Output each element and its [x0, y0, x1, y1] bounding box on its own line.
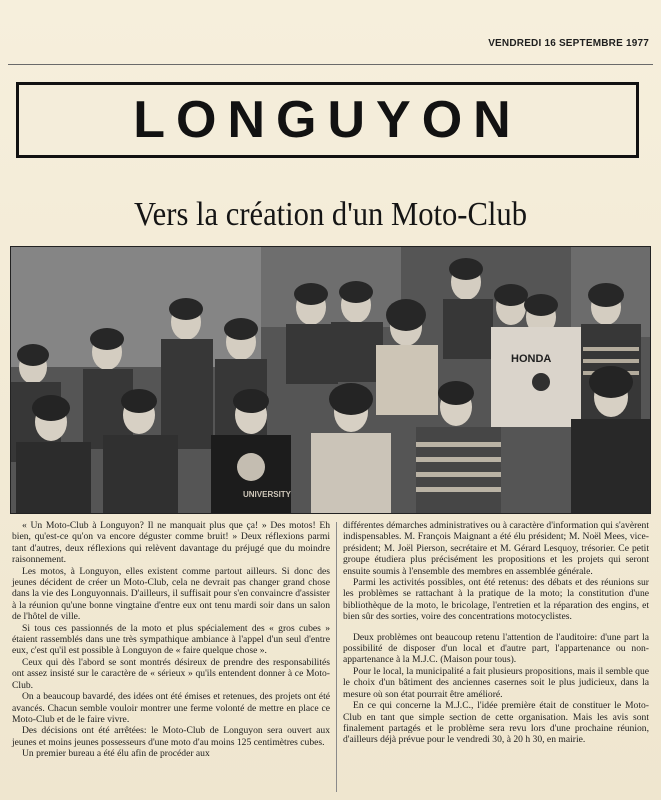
paragraph: Les motos, à Longuyon, elles existent comme partout ailleurs. Si donc des jeunes décident de créer un Moto-Club, cela ne devrait pas changer grand chose dans la vie des Longuyonnais. D'ailleurs, il suffisait pour s'en convaincre d'assister à la réunion qu'une bonne vingtaine d'entre eux ont tenu mardi soir dans un salon de l'hôtel de ville.: [12, 565, 330, 623]
paragraph: Ceux qui dès l'abord se sont montrés désireux de prendre des responsabilités ont assez insisté sur le caractère de « sérieux » qu'ils entendent donner à ce Moto-Club.: [12, 656, 330, 691]
paragraph: Pour le local, la municipalité a fait plusieurs propositions, mais il semble que le choix d'un bâtiment des anciennes casernes soit le plus judicieux, dans la mesure où son état pourrait être amélioré.: [343, 665, 649, 700]
masthead-box: [16, 82, 639, 158]
paragraph: « Un Moto-Club à Longuyon? Il ne manquait plus que ça! » Des motos! Eh bien, qu'est-ce qu'on va encore déguster comme bruit! » Deux réflexions parmi tant d'autres, deux réflexions qui relèvent davantage du préjugé que du moindre raisonnement.: [12, 520, 330, 566]
paragraph: Parmi les activités possibles, ont été retenus: des débats et des réunions sur les problèmes se rattachant à la pratique de la moto; la constitution d'une bibliothèque de la moto, le bricolage, l'entretien et la réparation des engins, et bien sûr des sorties, voire des concentrations motocyclistes.: [343, 577, 649, 623]
paragraph: On a beaucoup bavardé, des idées ont été émises et retenues, des projets ont été avancés. Chacun semble vouloir montrer une ferme volonté de mettre en place ce Moto-Club et de le faire vivre.: [12, 691, 330, 725]
column-divider: [336, 522, 337, 792]
paragraph: Des décisions ont été arrêtées: le Moto-Club de Longuyon sera ouvert aux jeunes et moins jeunes possesseurs d'une moto d'au moins 125 centimètres cubes.: [12, 725, 330, 748]
article-column-right: [343, 520, 649, 746]
group-photo-illustration: [11, 247, 650, 513]
article-headline: Vers la création d'un Moto-Club: [133, 196, 528, 233]
paragraph: Deux problèmes ont beaucoup retenu l'attention de l'auditoire: d'une part la possibilité de disposer d'un local et d'autre part, l'appartenance ou non-appartenance à la M.J.C. (Maison pour tous).: [343, 631, 649, 666]
paragraph: Un premier bureau a été élu afin de procéder aux: [22, 748, 210, 760]
group-photo: [10, 246, 651, 514]
header-rule: [8, 64, 653, 65]
honda-shirt-text: HONDA: [511, 353, 552, 365]
dateline: VENDREDI 16 SEPTEMBRE 1977: [488, 38, 649, 49]
paragraph: En ce qui concerne la M.J.C., l'idée première était de constituer le Moto-Club en tant que simple section de cette organisation. Mais les avis sont finalement partagés et le problème sera revu lors d'une prochaine réunion, d'ailleurs déjà prévue pour le vendredi 30, à 20 h 30, en mairie.: [343, 700, 649, 746]
university-shirt-text: UNIVERSITY: [243, 490, 292, 499]
paragraph: différentes démarches administratives ou à caractère d'information qui s'avèrent indispensables. M. François Maignant a été élu président; M. Noël Mees, vice-président; M. Joël Pierson, secrétaire et M. Gérard Lesquoy, trésorier. Ce petit groupe étudiera plus précisément les propositions et les projets qui seront ensuite soumis à l'ensemble des membres en assemblée générale.: [343, 520, 649, 577]
paragraph: Si tous ces passionnés de la moto et plus spécialement des « gros cubes » étaient rassemblés dans une très sympathique ambiance à l'appel d'un seul d'entre eux, c'est qu'il est possible à Longuyon de « faire quelque chose ».: [12, 622, 330, 657]
article-column-left: [12, 520, 330, 760]
masthead-title: LONGUYON: [133, 91, 522, 149]
